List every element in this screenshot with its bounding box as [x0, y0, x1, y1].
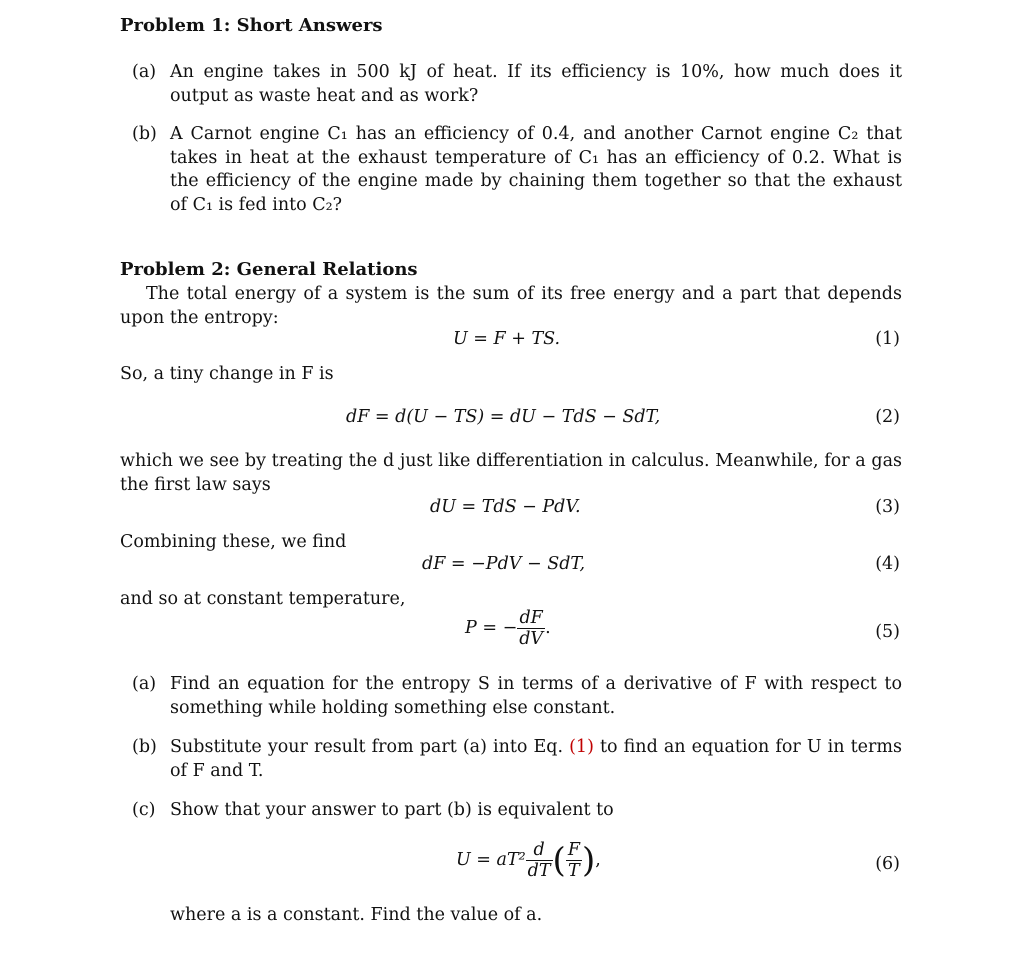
problem2-b-text-pre: Substitute your result from part (a) into Eq. — [170, 737, 564, 757]
equation-5-fraction — [517, 608, 545, 649]
problem1-b-label: (b) — [132, 124, 157, 144]
equation-6-fraction — [566, 840, 582, 881]
equation-5-number: (5) — [875, 622, 900, 642]
equation-5-numerator: dF — [517, 608, 545, 629]
equation-6-lhs: U = aT² — [456, 850, 526, 870]
equation-6-end: , — [595, 850, 601, 870]
problem1-a-text: An engine takes in 500 kJ of heat. If its efficiency is 10%, how much does it output as waste heat and as work? — [170, 62, 902, 106]
problem2-b-label: (b) — [132, 737, 157, 757]
equation-1-reference-link[interactable]: (1) — [569, 737, 594, 757]
problem1-b-text: A Carnot engine C₁ has an efficiency of 0.4, and another Carnot engine C₂ that takes in heat at the exhaust temperature of C₁ has an efficiency of 0.2. What is the efficiency of the engine made by chaining them together so that the exhaust of C₁ is fed into C₂? — [170, 124, 902, 215]
problem2-c-after: where a is a constant. Find the value of a. — [170, 905, 543, 925]
equation-6-number: (6) — [875, 854, 900, 874]
problem2-text-2: So, a tiny change in F is — [120, 364, 334, 384]
problem2-title: Problem 2: General Relations — [120, 259, 418, 280]
equation-5-denominator: dV — [519, 629, 544, 649]
equation-6-d-numerator: d — [526, 840, 553, 861]
equation-5-end: . — [545, 618, 551, 638]
problem2-part-a — [132, 673, 902, 721]
problem2-b-text-post: to find an equation for U in terms of F and T. — [170, 737, 902, 781]
equation-2: dF = d(U − TS) = dU − TdS − SdT, — [346, 407, 661, 427]
equation-6-f-numerator: F — [567, 840, 580, 860]
problem1-a-label: (a) — [132, 62, 157, 82]
equation-3-number: (3) — [875, 497, 900, 517]
equation-1-number: (1) — [875, 329, 900, 349]
equation-6-d-denominator: dT — [527, 861, 551, 881]
equation-6 — [456, 840, 601, 881]
equation-6-close-paren: ) — [581, 840, 596, 881]
problem2-a-text: Find an equation for the entropy S in terms of a derivative of F with respect to something while holding something else constant. — [170, 674, 902, 718]
problem2-a-label: (a) — [132, 674, 157, 694]
problem2-c-label: (c) — [132, 800, 156, 820]
equation-4: dF = −PdV − SdT, — [422, 554, 586, 574]
problem1-part-b — [132, 123, 902, 219]
equation-5-lhs: P = − — [465, 618, 518, 638]
problem2-text-4: Combining these, we find — [120, 532, 347, 552]
problem2-part-c — [132, 799, 902, 823]
problem2-c-text: Show that your answer to part (b) is equivalent to — [170, 800, 614, 820]
equation-6-derivative — [526, 840, 553, 881]
problem2-text-5: and so at constant temperature, — [120, 589, 406, 609]
equation-1: U = F + TS. — [453, 329, 561, 349]
problem1-part-a — [132, 61, 902, 109]
equation-3: dU = TdS − PdV. — [430, 497, 581, 517]
problem1-title: Problem 1: Short Answers — [120, 15, 383, 36]
problem2-part-b — [132, 736, 902, 784]
equation-4-number: (4) — [875, 554, 900, 574]
equation-5 — [465, 608, 551, 649]
problem2-intro: The total energy of a system is the sum of its free energy and a part that depends upon the entropy: — [120, 284, 902, 328]
problem2-b-text — [170, 736, 902, 783]
problem2-text-3: which we see by treating the d just like differentiation in calculus. Meanwhile, for a gas the first law says — [120, 451, 902, 495]
equation-2-number: (2) — [875, 407, 900, 427]
equation-6-f-denominator: T — [568, 861, 580, 881]
equation-6-open-paren: ( — [552, 840, 566, 881]
